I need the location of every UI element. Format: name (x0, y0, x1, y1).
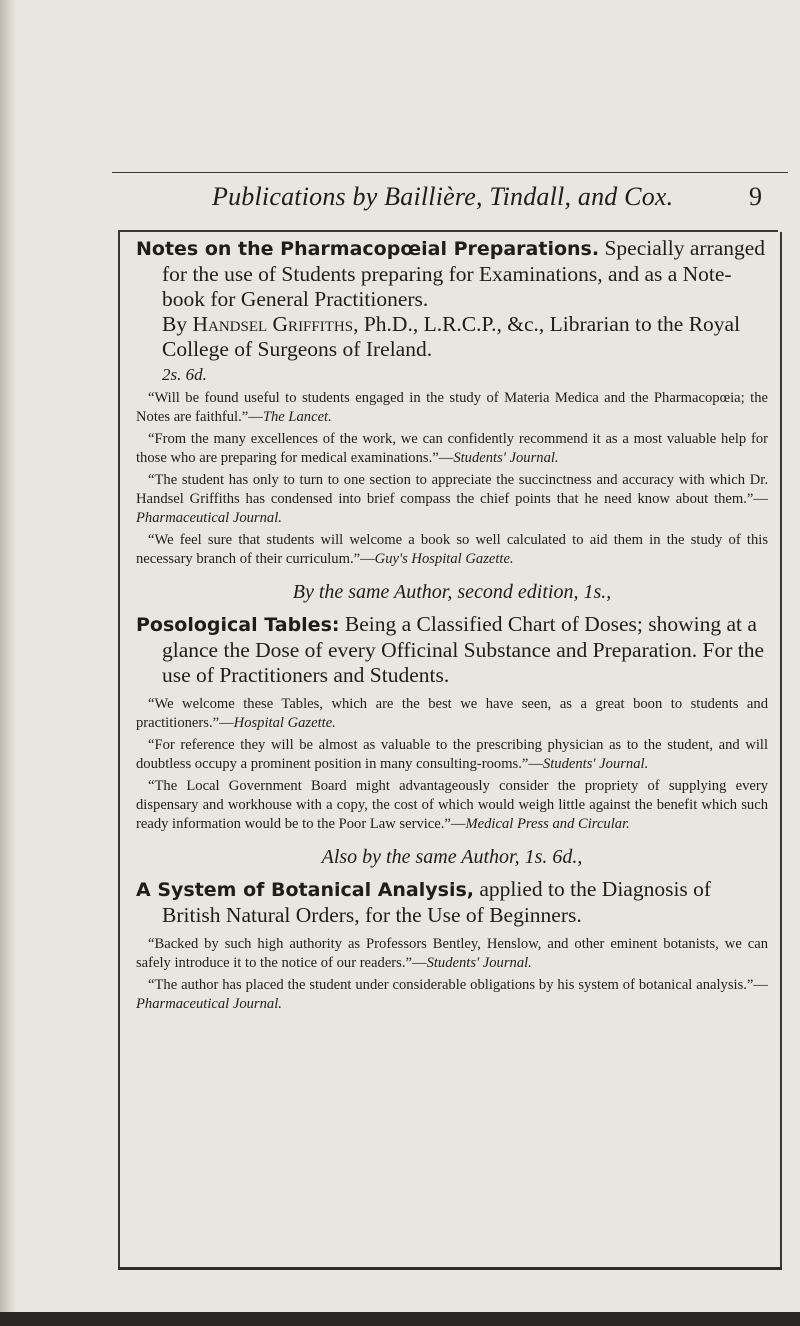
entry-3-heading: A System of Botanical Analysis, (136, 879, 475, 901)
quote-source: Students' Journal. (426, 955, 532, 971)
quote-source: Pharmaceutical Journal. (136, 996, 282, 1012)
page-number: 9 (749, 182, 762, 211)
page-content (136, 236, 768, 1014)
review-quote: “We feel sure that students will welcome a book so well calculated to aid them in the study of this necessary branch of their curriculum.”—Guy's Hospital Gazette. (136, 532, 768, 567)
quote-source: Students' Journal. (453, 450, 559, 466)
section-heading-3: Also by the same Author, 1s. 6d., (321, 846, 583, 868)
page-bottom-edge (0, 1312, 800, 1326)
review-quote: “Will be found useful to students engaged in the study of Materia Medica and the Pharmacopœia; the Notes are faithful.”—The Lancet. (136, 390, 768, 425)
running-header-title: Publications by Baillière, Tindall, and Cox. (212, 182, 674, 211)
binding-edge (0, 0, 16, 1326)
entry-2-heading: Posological Tables: (136, 614, 340, 636)
review-quote: “Backed by such high authority as Professors Bentley, Henslow, and other eminent botanists, we can safely introduce it to the notice of our readers.”—Students' Journal. (136, 936, 768, 971)
review-quote: “We welcome these Tables, which are the best we have seen, as a great boon to students and practitioners.”—Hospital Gazette. (136, 696, 768, 731)
running-header (140, 180, 780, 220)
top-frame-line (112, 172, 788, 173)
entry-1-heading: Notes on the Pharmacopœial Preparations. (136, 238, 600, 260)
review-quote: “From the many excellences of the work, we can confidently recommend it as a most valuable help for those who are preparing for medical examinations.”—Students' Journal. (136, 431, 768, 466)
quote-source: Pharmaceutical Journal. (136, 510, 282, 526)
review-quote: “The student has only to turn to one section to appreciate the succinctness and accuracy with which Dr. Handsel Griffiths has condensed into brief compass the chief points that he need know about them.”—Pharmaceutical Journal. (136, 472, 768, 526)
entry-3-title (136, 877, 768, 928)
section-heading-2: By the same Author, second edition, 1s., (292, 581, 612, 603)
quote-source: Guy's Hospital Gazette. (374, 551, 514, 567)
entry-1-title (136, 236, 768, 312)
author-credentials: , Ph.D., L.R.C.P., &c., Librarian to the Royal College of Surgeons of Ireland. (162, 312, 741, 361)
review-quote: “The author has placed the student under considerable obligations by his system of botanical analysis.”—Pharmaceutical Journal. (136, 977, 768, 1012)
quote-source: The Lancet. (262, 409, 332, 425)
quote-source: Students' Journal. (542, 756, 649, 772)
bottom-rule (118, 1267, 782, 1270)
entry-1-author: By Handsel Griffiths, Ph.D., L.R.C.P., &c., Librarian to the Royal College of Surgeons of Ireland. (162, 312, 741, 361)
review-quote: “For reference they will be almost as valuable to the prescribing physician as to the student, and will doubtless occupy a prominent position in many consulting-rooms.”—Students' Journal. (136, 737, 768, 772)
entry-2-title (136, 612, 768, 688)
entry-1-title-rest: Specially arranged for the use of Students preparing for Examinations, and as a Note-book for General Practitioners. (162, 236, 766, 311)
quote-source: Hospital Gazette. (233, 715, 336, 731)
review-quote: “The Local Government Board might advantageously consider the propriety of supplying every dispensary and workhouse with a copy, the cost of which would weigh little against the benefit which such ready information would be to the Poor Law service.”—Medical Press and Circular. (136, 778, 768, 832)
entry-1-price: 2s. 6d. (162, 365, 207, 384)
entry-3-title-rest: applied to the Diagnosis of British Natural Orders, for the Use of Beginners. (162, 877, 712, 927)
quote-source: Medical Press and Circular. (465, 816, 630, 832)
author-name: Handsel Griffiths (192, 312, 354, 336)
entry-2-title-rest: Being a Classified Chart of Doses; showing at a glance the Dose of every Officinal Substance and Preparation. For the use of Practitioners and Students. (162, 612, 764, 687)
